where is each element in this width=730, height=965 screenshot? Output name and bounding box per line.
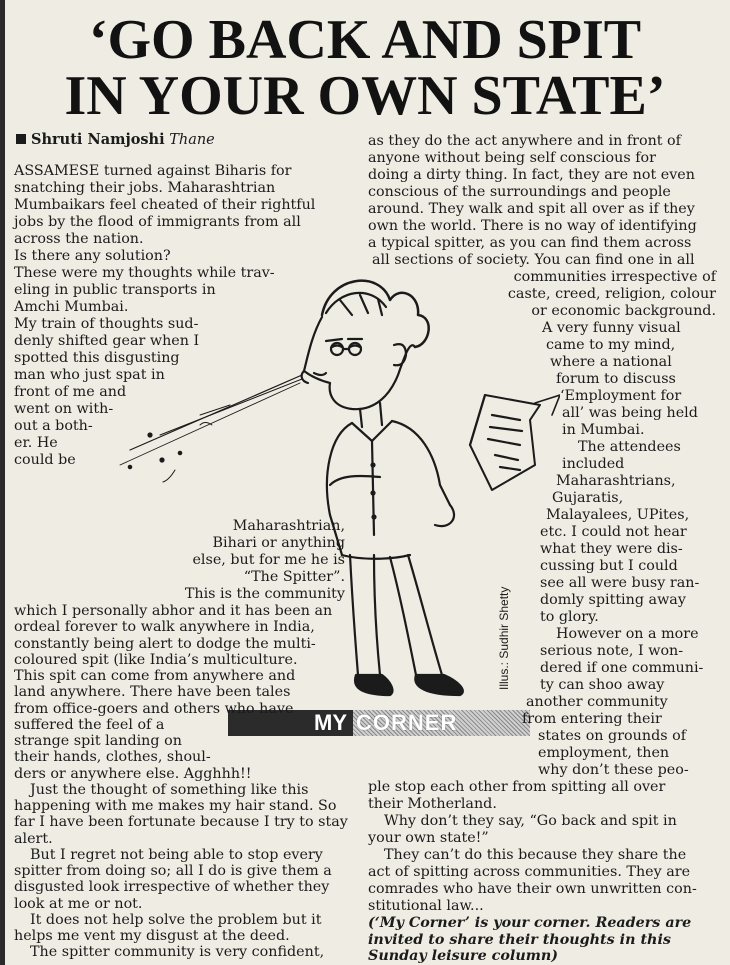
- banner-my-label: MY: [228, 710, 353, 736]
- col2-line: a typical spitter, as you can find them across: [368, 235, 692, 251]
- col2-line: They can’t do this because they share the: [384, 847, 687, 863]
- col2-line: forum to discuss: [556, 371, 676, 387]
- col1-line: look at me or not.: [14, 895, 143, 912]
- col2-line: However on a more: [556, 626, 699, 642]
- illustration-credit: Illus.: Sudhir Shetty: [497, 586, 511, 690]
- col1-line: eling in public transports in: [14, 282, 216, 298]
- col2-line: or economic background.: [531, 303, 716, 319]
- col2-line: all’ was being held: [562, 405, 698, 421]
- byline-square-icon: [16, 134, 26, 144]
- footer-note-line: (‘My Corner’ is your corner. Readers are: [368, 915, 692, 931]
- col2-line: act of spitting across communities. They are: [368, 864, 691, 880]
- col2-line: employment, then: [538, 745, 670, 761]
- col2-line: what they were dis-: [540, 541, 683, 557]
- col1-line: spotted this disgusting: [14, 350, 180, 366]
- col2-line: included: [562, 456, 625, 472]
- col2-line: around. They walk and spit all over as if they: [368, 201, 695, 217]
- col1-mid-line: Bihari or anything: [212, 535, 345, 551]
- col2-line: states on grounds of: [538, 728, 686, 744]
- col1-line: suffered the feel of a: [14, 716, 165, 733]
- col2-line: conscious of the surroundings and people: [368, 184, 671, 200]
- page-left-rule: [0, 0, 5, 965]
- col2-line: comrades who have their own unwritten con-: [368, 881, 697, 897]
- col1-line: across the nation.: [14, 231, 144, 247]
- footer-note-line: invited to share their thoughts in this: [368, 932, 671, 948]
- col2-line: ty can shoo away: [540, 677, 665, 693]
- col1-line: Just the thought of something like this: [30, 781, 309, 798]
- col1-line: could be: [14, 452, 76, 468]
- col1-line: constantly being alert to dodge the multi-: [14, 635, 316, 652]
- col2-line: Maharashtrians,: [556, 473, 676, 489]
- col1-line: strange spit landing on: [14, 733, 182, 749]
- byline-author: Shruti Namjoshi: [31, 131, 165, 148]
- col2-line: see all were busy ran-: [540, 575, 700, 591]
- col2-line: another community: [526, 694, 668, 710]
- col1-line: My train of thoughts sud-: [14, 316, 199, 332]
- col2-line: etc. I could not hear: [540, 524, 687, 540]
- col1-mid-line: Maharashtrian,: [232, 518, 345, 534]
- col1-line: ASSAMESE turned against Biharis for: [14, 163, 292, 179]
- col2-line: Malayalees, UPites,: [546, 507, 690, 523]
- col2-line: ‘Employment for: [560, 388, 682, 404]
- col2-line: communities irrespective of: [513, 269, 716, 285]
- col1-line: land anywhere. There have been tales: [14, 684, 291, 701]
- col1-line: Amchi Mumbai.: [14, 299, 129, 315]
- col1-line: These were my thoughts while trav-: [14, 265, 275, 281]
- col2-line: doing a dirty thing. In fact, they are not even: [368, 167, 695, 183]
- col2-line: your own state!”: [368, 830, 489, 846]
- col1-line: Is there any solution?: [14, 248, 171, 264]
- byline: [16, 131, 215, 148]
- col1-line: Mumbaikars feel cheated of their rightful: [14, 197, 316, 213]
- col1-line: ders or anywhere else. Agghhh!!: [14, 765, 252, 782]
- col1-line: helps me vent my disgust at the deed.: [14, 928, 290, 944]
- col2-line: Gujaratis,: [552, 490, 624, 506]
- col1-line: from office-goers and others who have: [14, 700, 294, 717]
- col2-line: own the world. There is no way of identifying: [368, 218, 697, 234]
- col2-line: from entering their: [522, 711, 662, 727]
- col2-line: anyone without being self conscious for: [368, 150, 656, 166]
- col2-line: The attendees: [578, 439, 681, 455]
- col1-last-line: The spitter community is very confident,: [30, 944, 325, 961]
- headline-line-2: IN YOUR OWN STATE’: [64, 65, 666, 127]
- col1-line: er. He: [14, 435, 58, 451]
- col2-line: ple stop each other from spitting all over: [368, 779, 666, 795]
- col2-line: all sections of society. You can find one in all: [372, 252, 695, 268]
- col1-line: went on with-: [14, 401, 114, 417]
- banner-corner-label: CORNER: [356, 710, 458, 735]
- col1-line: snatching their jobs. Maharashtrian: [14, 180, 276, 196]
- col1-line: far I have been fortunate because I try to stay: [14, 814, 348, 831]
- col2-line: to glory.: [540, 609, 599, 625]
- col2-line: why don’t these peo-: [538, 762, 689, 778]
- col1-line: which I personally abhor and it has been an: [14, 603, 333, 619]
- col1-line: out a both-: [14, 418, 93, 434]
- col1-mid-line: else, but for me he is: [192, 552, 345, 568]
- col1-line: This spit can come from anywhere and: [14, 668, 296, 684]
- col2-line: domly spitting away: [540, 592, 686, 608]
- col1-line: jobs by the flood of immigrants from all: [14, 214, 301, 230]
- col1-line: denly shifted gear when I: [14, 333, 200, 349]
- col2-line: dered if one communi-: [540, 660, 704, 676]
- col1-line: happening with me makes my hair stand. So: [14, 798, 337, 814]
- col2-line: stitutional law...: [368, 898, 484, 914]
- col1-line: But I regret not being able to stop every: [30, 846, 323, 863]
- col2-line: Why don’t they say, “Go back and spit in: [384, 813, 677, 829]
- col1-line: ordeal forever to walk anywhere in India,: [14, 619, 315, 636]
- col2-line: cussing but I could: [540, 558, 678, 574]
- col1-line: coloured spit (like India’s multiculture.: [14, 651, 298, 668]
- col1-line: It does not help solve the problem but it: [30, 911, 322, 928]
- col2-line: caste, creed, religion, colour: [507, 286, 716, 302]
- col2-line: A very funny visual: [542, 320, 681, 336]
- col2-line: in Mumbai.: [562, 422, 645, 438]
- byline-location: Thane: [169, 132, 215, 148]
- col2-line: came to my mind,: [546, 337, 676, 353]
- footer-note-line: Sunday leisure column): [368, 948, 559, 964]
- col1-line: their hands, clothes, shoul-: [14, 749, 211, 766]
- col1-line: alert.: [14, 830, 53, 847]
- col1-mid-line: “The Spitter”.: [243, 569, 345, 585]
- col2-line: as they do the act anywhere and in front of: [368, 133, 681, 149]
- col2-line: serious note, I won-: [540, 643, 684, 659]
- col1-line: front of me and: [14, 384, 127, 400]
- col1-line: disgusted look irrespective of whether they: [14, 879, 330, 896]
- col1-line: man who just spat in: [14, 367, 165, 383]
- col1-mid-line: This is the community: [184, 586, 345, 602]
- col2-line: where a national: [550, 354, 672, 370]
- headline-line-1: ‘GO BACK AND SPIT: [88, 9, 642, 71]
- col1-line: spitter from doing so; all I do is give them a: [14, 863, 332, 879]
- col2-line: their Motherland.: [368, 796, 497, 812]
